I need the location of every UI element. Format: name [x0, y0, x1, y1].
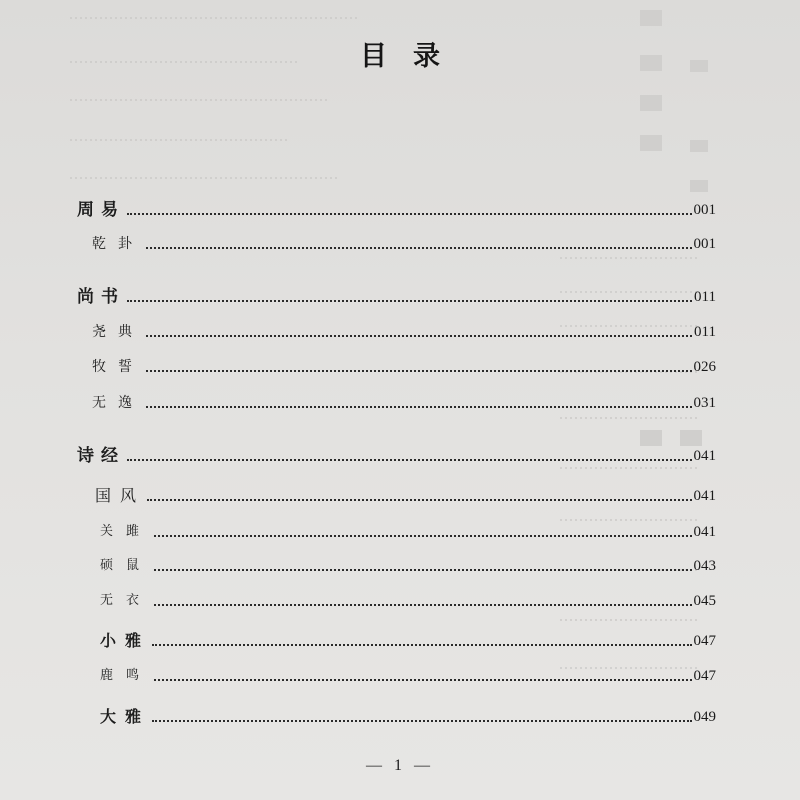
toc-entry-title: 小雅 — [100, 631, 151, 650]
toc-entry-page-number: 047 — [693, 633, 716, 649]
page-number: — 1 — — [366, 757, 434, 774]
dot-leader — [146, 369, 692, 372]
toc-entry-page-number: 011 — [694, 324, 716, 340]
page-title: 目录 — [360, 41, 466, 72]
toc-entry-title: 鹿鸣 — [100, 668, 153, 683]
toc-entry-chapter — [92, 233, 716, 255]
toc-entry-page-number: 011 — [694, 289, 716, 305]
toc-entry-page-number: 001 — [693, 236, 716, 252]
dot-leader — [154, 678, 691, 681]
dot-leader — [154, 534, 691, 537]
dot-leader — [127, 212, 692, 215]
toc-entry-page-number: 026 — [693, 359, 716, 375]
toc-entry-page-number: 047 — [693, 668, 716, 684]
dot-leader — [152, 643, 691, 646]
toc-entry-group — [100, 630, 716, 652]
toc-entry-title: 无逸 — [92, 395, 144, 411]
toc-entry-page-number: 041 — [693, 448, 716, 464]
dot-leader — [147, 498, 691, 501]
toc-entry-poem — [100, 665, 716, 687]
toc-entry-page-number: 041 — [693, 524, 716, 540]
toc-entry-group — [95, 485, 716, 507]
toc-entry-chapter — [92, 321, 716, 343]
toc-entry-section — [77, 286, 716, 308]
toc-entry-title: 牧誓 — [92, 359, 144, 375]
toc-entry-title: 关雎 — [100, 524, 153, 539]
dot-leader — [146, 246, 692, 249]
toc-entry-title: 国风 — [95, 486, 146, 505]
dot-leader — [127, 299, 692, 302]
toc-entry-title: 尧典 — [92, 324, 144, 340]
toc-entry-title: 诗经 — [77, 446, 125, 466]
toc-entry-section — [77, 199, 716, 221]
toc-entry-page-number: 045 — [693, 593, 716, 609]
toc-entry-title: 无衣 — [100, 593, 153, 608]
toc-entry-title: 硕鼠 — [100, 558, 153, 573]
toc-entry-chapter — [92, 392, 716, 414]
toc-entry-title: 乾卦 — [92, 236, 144, 252]
dot-leader — [146, 334, 692, 337]
toc-entry-poem — [100, 555, 716, 577]
toc-entry-section — [77, 445, 716, 467]
toc-entry-poem — [100, 590, 716, 612]
toc-entry-title: 尚书 — [77, 287, 125, 307]
dot-leader — [154, 603, 691, 606]
toc-entry-page-number: 049 — [693, 709, 716, 725]
toc-entry-page-number: 043 — [693, 558, 716, 574]
toc-entry-page-number: 041 — [693, 488, 716, 504]
toc-entry-page-number: 031 — [693, 395, 716, 411]
toc-entry-poem — [100, 521, 716, 543]
dot-leader — [154, 568, 691, 571]
dot-leader — [152, 719, 691, 722]
toc-entry-page-number: 001 — [693, 202, 716, 218]
dot-leader — [127, 458, 692, 461]
dot-leader — [146, 405, 692, 408]
toc-entry-title: 大雅 — [100, 707, 151, 726]
toc-entry-group — [100, 706, 716, 728]
toc-entry-chapter — [92, 356, 716, 378]
toc-entry-title: 周易 — [77, 200, 125, 220]
